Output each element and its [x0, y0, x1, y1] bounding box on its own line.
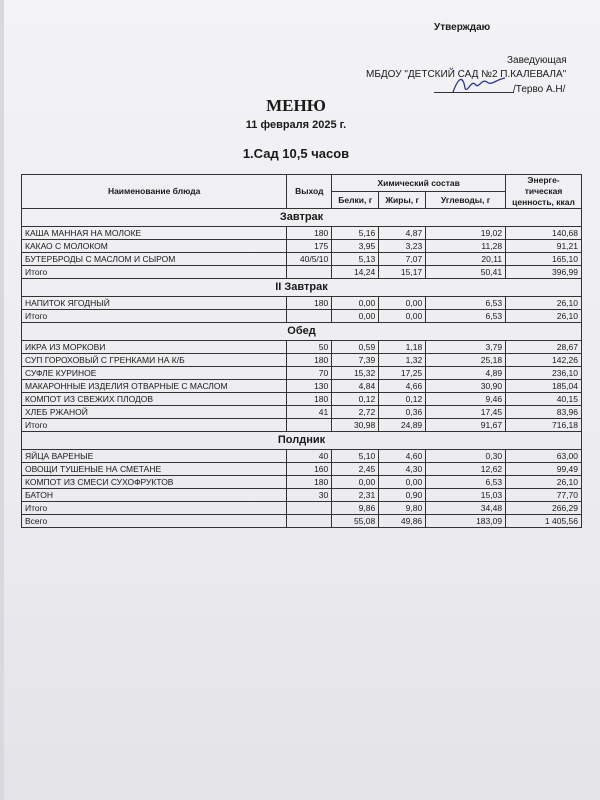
dish-protein: 5,16 — [332, 227, 379, 240]
dish-protein: 0,00 — [332, 476, 379, 489]
total-output — [287, 266, 332, 279]
dish-fat: 7,07 — [379, 253, 426, 266]
grand-total-row — [22, 515, 582, 528]
dish-protein: 2,31 — [332, 489, 379, 502]
column-header-energy: Энерге-тическая ценность, ккал — [506, 175, 582, 209]
total-protein: 9,86 — [332, 502, 379, 515]
total-energy: 396,99 — [506, 266, 582, 279]
total-label: Итого — [22, 419, 287, 432]
dish-protein: 5,10 — [332, 450, 379, 463]
dish-carbs: 9,46 — [426, 393, 506, 406]
total-energy: 716,18 — [506, 419, 582, 432]
total-protein: 30,98 — [332, 419, 379, 432]
dish-energy: 236,10 — [506, 367, 582, 380]
total-output — [287, 310, 332, 323]
dish-output: 175 — [287, 240, 332, 253]
dish-fat: 0,36 — [379, 406, 426, 419]
approve-label: Утверждаю — [434, 22, 491, 33]
dish-carbs: 17,45 — [426, 406, 506, 419]
dish-energy: 26,10 — [506, 476, 582, 489]
table-row — [22, 240, 582, 253]
dish-fat: 0,12 — [379, 393, 426, 406]
total-fat: 24,89 — [379, 419, 426, 432]
dish-fat: 1,32 — [379, 354, 426, 367]
dish-name: ЯЙЦА ВАРЕНЫЕ — [22, 450, 287, 463]
column-header-carbs: Углеводы, г — [426, 192, 506, 209]
dish-name: СУФЛЕ КУРИНОЕ — [22, 367, 287, 380]
total-fat: 0,00 — [379, 310, 426, 323]
total-carbs: 34,48 — [426, 502, 506, 515]
dish-output: 180 — [287, 393, 332, 406]
grand-total-protein: 55,08 — [332, 515, 379, 528]
dish-protein: 0,00 — [332, 297, 379, 310]
dish-output: 50 — [287, 341, 332, 354]
total-row — [22, 310, 582, 323]
dish-output: 40/5/10 — [287, 253, 332, 266]
dish-name: МАКАРОННЫЕ ИЗДЕЛИЯ ОТВАРНЫЕ С МАСЛОМ — [22, 380, 287, 393]
section-title: Обед — [22, 323, 582, 341]
table-row — [22, 367, 582, 380]
menu-table-body — [22, 209, 582, 528]
dish-fat: 17,25 — [379, 367, 426, 380]
signer-name: /Терво А.Н/ — [513, 84, 566, 95]
menu-sheet — [4, 0, 600, 800]
column-header-output: Выход — [287, 175, 332, 209]
dish-output: 40 — [287, 450, 332, 463]
table-row — [22, 253, 582, 266]
dish-carbs: 25,18 — [426, 354, 506, 367]
dish-name: КАША МАННАЯ НА МОЛОКЕ — [22, 227, 287, 240]
dish-name: СУП ГОРОХОВЫЙ С ГРЕНКАМИ НА К/Б — [22, 354, 287, 367]
dish-fat: 4,60 — [379, 450, 426, 463]
dish-carbs: 11,28 — [426, 240, 506, 253]
column-header-fat: Жиры, г — [379, 192, 426, 209]
total-energy: 266,29 — [506, 502, 582, 515]
dish-name: НАПИТОК ЯГОДНЫЙ — [22, 297, 287, 310]
dish-protein: 3,95 — [332, 240, 379, 253]
signature-line — [434, 92, 514, 93]
section-header-row — [22, 279, 582, 297]
dish-output: 70 — [287, 367, 332, 380]
organization-name: МБДОУ "ДЕТСКИЙ САД №2 П.КАЛЕВАЛА" — [366, 69, 567, 80]
dish-protein: 0,59 — [332, 341, 379, 354]
dish-energy: 28,67 — [506, 341, 582, 354]
dish-energy: 185,04 — [506, 380, 582, 393]
total-label: Итого — [22, 310, 287, 323]
dish-energy: 40,15 — [506, 393, 582, 406]
total-energy: 26,10 — [506, 310, 582, 323]
total-label: Итого — [22, 502, 287, 515]
dish-carbs: 6,53 — [426, 297, 506, 310]
section-header-row — [22, 432, 582, 450]
table-row — [22, 406, 582, 419]
table-row — [22, 489, 582, 502]
table-row — [22, 297, 582, 310]
dish-name: БАТОН — [22, 489, 287, 502]
dish-protein: 2,45 — [332, 463, 379, 476]
signature-icon — [449, 72, 509, 98]
table-row — [22, 463, 582, 476]
total-row — [22, 266, 582, 279]
dish-carbs: 6,53 — [426, 476, 506, 489]
total-fat: 9,80 — [379, 502, 426, 515]
dish-protein: 4,84 — [332, 380, 379, 393]
dish-name: ИКРА ИЗ МОРКОВИ — [22, 341, 287, 354]
section-title: Полдник — [22, 432, 582, 450]
dish-fat: 0,90 — [379, 489, 426, 502]
dish-protein: 5,13 — [332, 253, 379, 266]
dish-energy: 26,10 — [506, 297, 582, 310]
dish-carbs: 12,62 — [426, 463, 506, 476]
column-header-protein: Белки, г — [332, 192, 379, 209]
dish-energy: 140,68 — [506, 227, 582, 240]
total-row — [22, 419, 582, 432]
dish-energy: 142,26 — [506, 354, 582, 367]
table-row — [22, 450, 582, 463]
dish-name: КОМПОТ ИЗ СМЕСИ СУХОФРУКТОВ — [22, 476, 287, 489]
grand-total-output — [287, 515, 332, 528]
dish-carbs: 30,90 — [426, 380, 506, 393]
grand-total-fat: 49,86 — [379, 515, 426, 528]
dish-output: 180 — [287, 227, 332, 240]
table-row — [22, 380, 582, 393]
total-protein: 0,00 — [332, 310, 379, 323]
dish-protein: 0,12 — [332, 393, 379, 406]
group-label: 1.Сад 10,5 часов — [242, 146, 350, 161]
dish-carbs: 0,30 — [426, 450, 506, 463]
dish-energy: 165,10 — [506, 253, 582, 266]
dish-output: 160 — [287, 463, 332, 476]
table-row — [22, 354, 582, 367]
total-output — [287, 419, 332, 432]
dish-carbs: 4,89 — [426, 367, 506, 380]
dish-carbs: 3,79 — [426, 341, 506, 354]
grand-total-energy: 1 405,56 — [506, 515, 582, 528]
dish-fat: 0,00 — [379, 476, 426, 489]
menu-table — [21, 174, 582, 528]
table-row — [22, 227, 582, 240]
page-title: МЕНЮ — [266, 96, 326, 115]
dish-output: 180 — [287, 297, 332, 310]
dish-name: КОМПОТ ИЗ СВЕЖИХ ПЛОДОВ — [22, 393, 287, 406]
dish-energy: 77,70 — [506, 489, 582, 502]
menu-date: 11 февраля 2025 г. — [245, 119, 347, 131]
column-header-name: Наименование блюда — [22, 175, 287, 209]
dish-energy: 91,21 — [506, 240, 582, 253]
total-label: Итого — [22, 266, 287, 279]
head-role: Заведующая — [507, 55, 567, 66]
dish-fat: 1,18 — [379, 341, 426, 354]
dish-name: КАКАО С МОЛОКОМ — [22, 240, 287, 253]
section-title: II Завтрак — [22, 279, 582, 297]
total-carbs: 6,53 — [426, 310, 506, 323]
dish-fat: 3,23 — [379, 240, 426, 253]
total-row — [22, 502, 582, 515]
dish-protein: 7,39 — [332, 354, 379, 367]
section-title: Завтрак — [22, 209, 582, 227]
dish-output: 41 — [287, 406, 332, 419]
dish-fat: 4,66 — [379, 380, 426, 393]
dish-energy: 83,96 — [506, 406, 582, 419]
total-carbs: 91,67 — [426, 419, 506, 432]
dish-output: 180 — [287, 476, 332, 489]
section-header-row — [22, 323, 582, 341]
dish-output: 180 — [287, 354, 332, 367]
dish-fat: 4,30 — [379, 463, 426, 476]
dish-name: ОВОЩИ ТУШЕНЫЕ НА СМЕТАНЕ — [22, 463, 287, 476]
column-header-chem: Химический состав — [332, 175, 506, 192]
dish-output: 30 — [287, 489, 332, 502]
total-carbs: 50,41 — [426, 266, 506, 279]
table-row — [22, 341, 582, 354]
dish-name: ХЛЕБ РЖАНОЙ — [22, 406, 287, 419]
total-protein: 14,24 — [332, 266, 379, 279]
grand-total-carbs: 183,09 — [426, 515, 506, 528]
dish-protein: 15,32 — [332, 367, 379, 380]
dish-carbs: 20,11 — [426, 253, 506, 266]
grand-total-label: Всего — [22, 515, 287, 528]
table-row — [22, 393, 582, 406]
dish-name: БУТЕРБРОДЫ С МАСЛОМ И СЫРОМ — [22, 253, 287, 266]
total-output — [287, 502, 332, 515]
dish-protein: 2,72 — [332, 406, 379, 419]
dish-carbs: 15,03 — [426, 489, 506, 502]
section-header-row — [22, 209, 582, 227]
dish-energy: 99,49 — [506, 463, 582, 476]
dish-fat: 4,87 — [379, 227, 426, 240]
dish-fat: 0,00 — [379, 297, 426, 310]
total-fat: 15,17 — [379, 266, 426, 279]
dish-energy: 63,00 — [506, 450, 582, 463]
dish-carbs: 19,02 — [426, 227, 506, 240]
table-row — [22, 476, 582, 489]
dish-output: 130 — [287, 380, 332, 393]
